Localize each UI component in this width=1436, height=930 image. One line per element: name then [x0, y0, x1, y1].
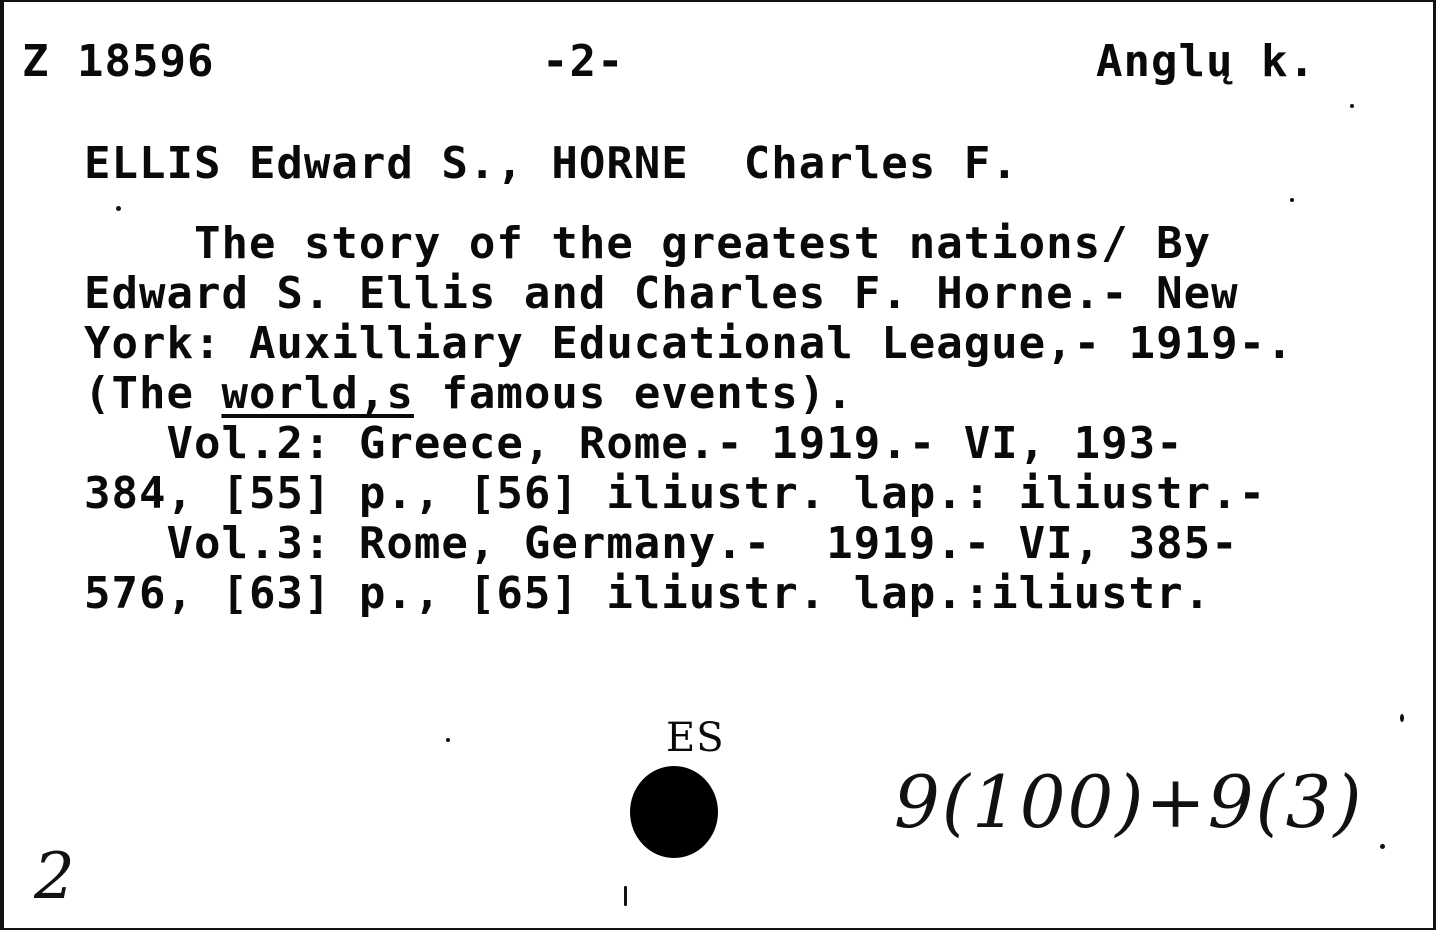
ink-speck	[446, 738, 450, 742]
ink-speck	[1290, 198, 1294, 202]
handwritten-copy-mark: 2	[34, 840, 75, 914]
ink-speck	[1350, 104, 1354, 108]
cataloger-stamp: ES	[666, 715, 725, 761]
series-underlined-word: world,s	[221, 368, 414, 419]
volume-line: 576, [63] p., [65] iliustr. lap.:iliustr.	[84, 568, 1212, 619]
volume-line: Vol.2: Greece, Rome.- 1919.- VI, 193-	[84, 418, 1184, 469]
ink-speck	[1400, 714, 1404, 722]
ink-speck	[624, 886, 627, 906]
description-line: Edward S. Ellis and Charles F. Horne.- New	[84, 268, 1239, 319]
ink-speck	[1380, 844, 1385, 849]
series-statement	[84, 368, 854, 419]
handwritten-call-number: 9(100)+9(3)	[894, 760, 1364, 844]
shelfmark: Z 18596	[22, 36, 215, 87]
description-line: York: Auxilliary Educational League,- 1919-.	[84, 318, 1294, 369]
description-line: The story of the greatest nations/ By	[84, 218, 1212, 269]
authors-heading: ELLIS Edward S., HORNE Charles F.	[84, 138, 1019, 189]
volume-line: Vol.3: Rome, Germany.- 1919.- VI, 385-	[84, 518, 1239, 569]
series-open: (The	[84, 368, 222, 419]
punch-hole	[630, 766, 718, 858]
series-close: famous events).	[413, 368, 854, 419]
volume-line: 384, [55] p., [56] iliustr. lap.: iliustr.-	[84, 468, 1267, 519]
ink-speck	[116, 206, 121, 211]
language-label: Anglų k.	[1096, 36, 1316, 87]
card-number: -2-	[542, 36, 625, 87]
